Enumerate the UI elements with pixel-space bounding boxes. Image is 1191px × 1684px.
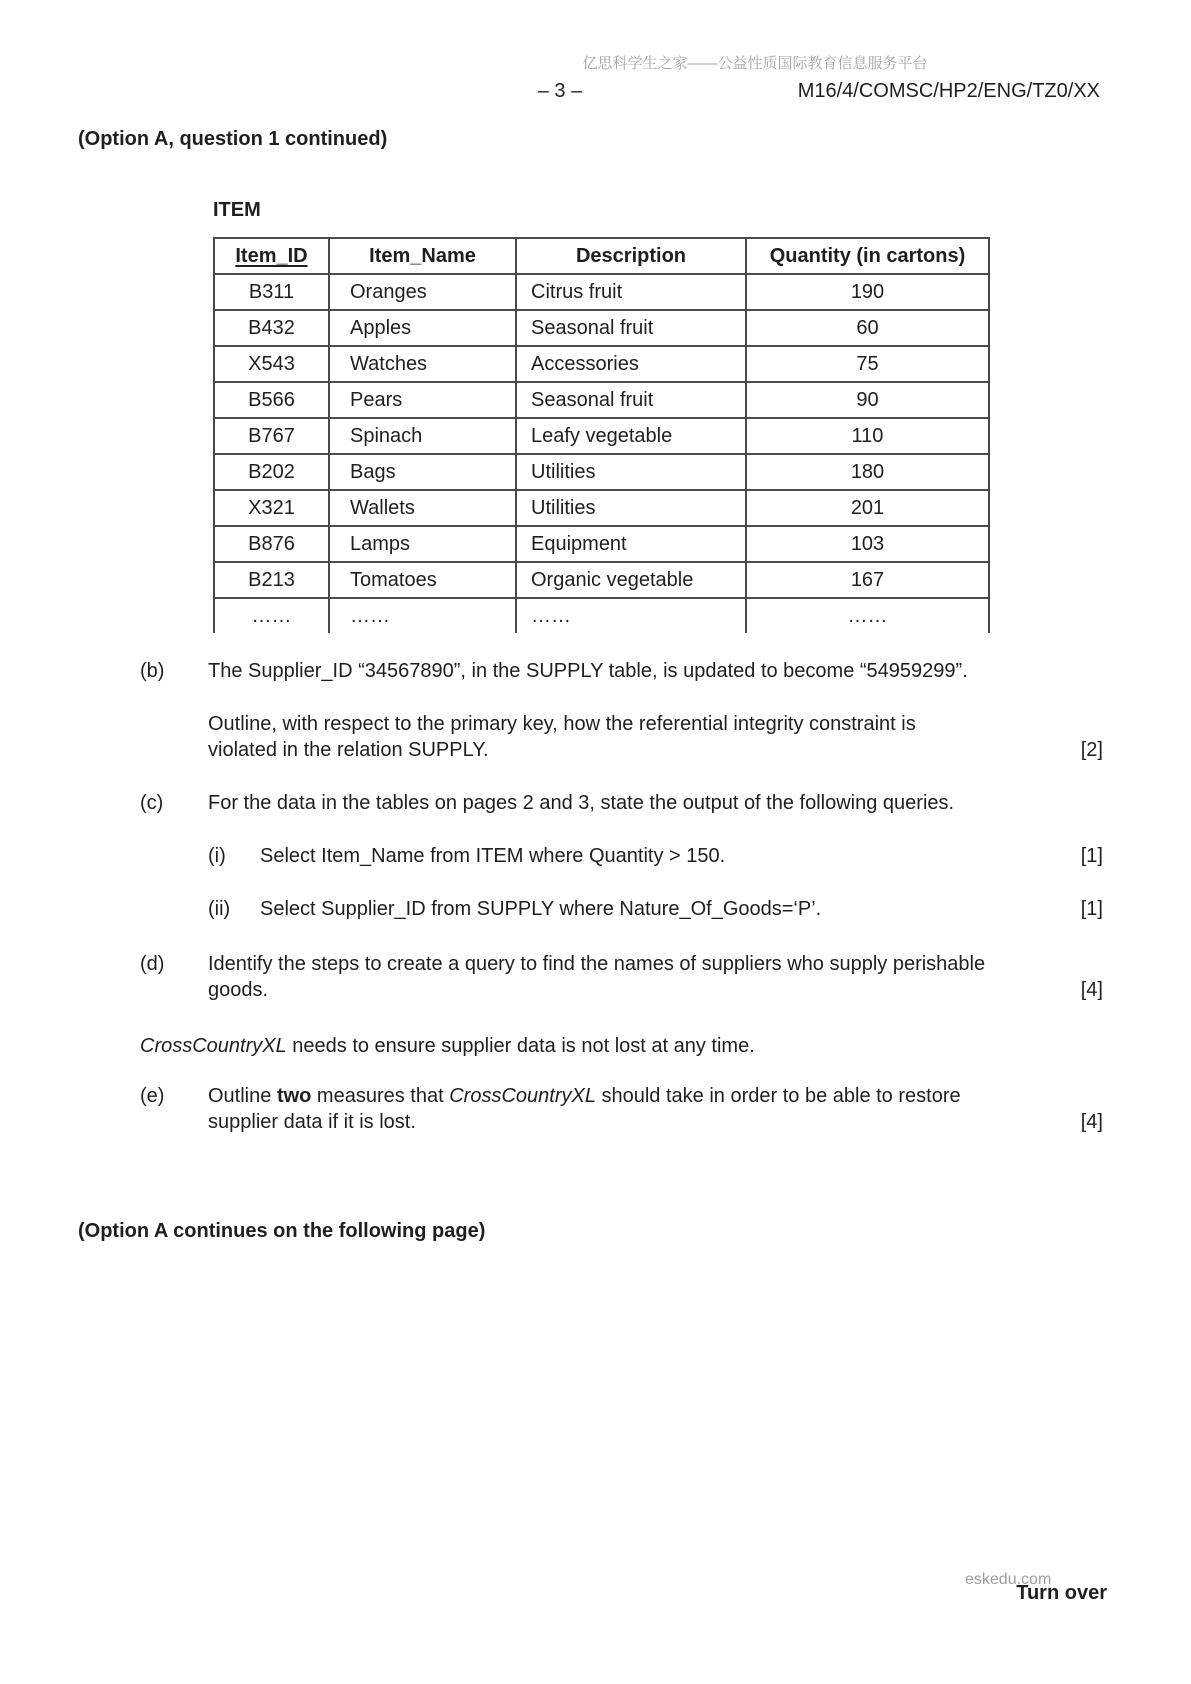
text-segment: two: [276, 1085, 312, 1107]
text-segment: Outline, with respect to the primary key, how the referential integrity constraint is: [208, 713, 916, 735]
marks-badge: [1]: [1080, 898, 1103, 920]
question-b: [0, 658, 1191, 763]
question-i: [0, 843, 1191, 869]
table-cell: Watches: [329, 346, 516, 382]
table-row: [214, 310, 989, 346]
paragraph: [260, 896, 1071, 922]
text-segment: Select Supplier_ID from SUPPLY where Nature_Of_Goods=‘P’.: [260, 898, 822, 920]
table-cell: B311: [214, 274, 329, 310]
table-cell: B213: [214, 562, 329, 598]
table-cell: Accessories: [516, 346, 746, 382]
marks-badge: [1]: [1080, 845, 1103, 867]
question-text: [208, 790, 1071, 816]
table-cell: Pears: [329, 382, 516, 418]
paragraph: [208, 951, 1071, 1003]
paragraph: [208, 711, 1071, 763]
table-row: [214, 562, 989, 598]
text-segment: Identify the steps to create a query to find the names of suppliers who supply perishable: [208, 953, 986, 975]
table-row: [214, 454, 989, 490]
column-header: Description: [516, 238, 746, 274]
item-table-title: ITEM: [213, 199, 261, 221]
table-row: [214, 418, 989, 454]
marks-badge: [4]: [1080, 1111, 1103, 1133]
question-text: [140, 1033, 1071, 1059]
paragraph: [140, 1033, 1071, 1059]
table-cell: ……: [746, 598, 989, 633]
table-cell: B566: [214, 382, 329, 418]
text-segment: Outline: [208, 1085, 277, 1107]
column-header: Item_ID: [214, 238, 329, 274]
table-cell: Leafy vegetable: [516, 418, 746, 454]
text-segment: supplier data if it is lost.: [208, 1111, 416, 1133]
marks-badge: [4]: [1080, 979, 1103, 1001]
table-cell: ……: [329, 598, 516, 633]
table-cell: Wallets: [329, 490, 516, 526]
question-label: (d): [140, 953, 165, 975]
table-cell: B432: [214, 310, 329, 346]
table-cell: Utilities: [516, 454, 746, 490]
question-text: [208, 658, 1071, 763]
table-cell: 201: [746, 490, 989, 526]
table-cell: ……: [516, 598, 746, 633]
table-cell: 110: [746, 418, 989, 454]
table-header-row: [214, 238, 989, 274]
continuation-note: (Option A continues on the following page): [78, 1220, 486, 1242]
table-cell: X321: [214, 490, 329, 526]
table-cell: 103: [746, 526, 989, 562]
table-cell: 190: [746, 274, 989, 310]
table-row: [214, 382, 989, 418]
table-cell: Citrus fruit: [516, 274, 746, 310]
table-row: [214, 526, 989, 562]
item-table-head: [214, 238, 989, 274]
table-row: [214, 490, 989, 526]
table-cell: 180: [746, 454, 989, 490]
text-segment: should take in order to be able to restore: [595, 1085, 961, 1107]
table-cell: 75: [746, 346, 989, 382]
table-cell: Spinach: [329, 418, 516, 454]
item-table: [213, 237, 990, 633]
table-cell: ……: [214, 598, 329, 633]
table-cell: B876: [214, 526, 329, 562]
table-cell: Seasonal fruit: [516, 310, 746, 346]
table-cell: B767: [214, 418, 329, 454]
turn-over-label: Turn over: [1016, 1582, 1107, 1604]
text-segment: The Supplier_ID “34567890”, in the SUPPLY table, is updated to become “54959299”.: [208, 660, 968, 682]
table-cell: B202: [214, 454, 329, 490]
table-cell: Lamps: [329, 526, 516, 562]
question-text: [208, 951, 1071, 1003]
table-cell: 90: [746, 382, 989, 418]
question-stem: [0, 1033, 1191, 1059]
footer-watermark-text: eskedu.com: [965, 1571, 1052, 1588]
paragraph: [208, 1083, 1071, 1135]
question-c: [0, 790, 1191, 816]
column-header: Item_Name: [329, 238, 516, 274]
page-number: – 3 –: [537, 80, 583, 102]
site-watermark-text: 亿思科学生之家——公益性质国际教育信息服务平台: [582, 55, 928, 72]
text-segment: needs to ensure supplier data is not lost at any time.: [286, 1035, 755, 1057]
question-label: (c): [140, 792, 164, 814]
question-d: [0, 951, 1191, 1003]
text-segment: CrossCountryXL: [140, 1035, 287, 1057]
text-segment: measures that: [311, 1085, 450, 1107]
paragraph: [208, 658, 1071, 684]
text-segment: violated in the relation SUPPLY.: [208, 739, 489, 761]
question-label: (i): [208, 845, 226, 867]
item-table-body: [214, 274, 989, 633]
text-segment: CrossCountryXL: [449, 1085, 596, 1107]
item-table-container: [213, 237, 990, 633]
table-cell: Oranges: [329, 274, 516, 310]
question-ii: [0, 896, 1191, 922]
table-cell: Apples: [329, 310, 516, 346]
table-cell: X543: [214, 346, 329, 382]
table-row: [214, 274, 989, 310]
paragraph: [260, 843, 1071, 869]
table-cell: Bags: [329, 454, 516, 490]
paper-code: M16/4/COMSC/HP2/ENG/TZ0/XX: [797, 80, 1100, 102]
table-ellipsis-row: [214, 598, 989, 633]
marks-badge: [2]: [1080, 739, 1103, 761]
column-header: Quantity (in cartons): [746, 238, 989, 274]
table-cell: 167: [746, 562, 989, 598]
question-text: [260, 896, 1071, 922]
question-label: (e): [140, 1085, 165, 1107]
question-label: (b): [140, 660, 165, 682]
question-label: (ii): [208, 898, 231, 920]
table-cell: Utilities: [516, 490, 746, 526]
text-segment: For the data in the tables on pages 2 and 3, state the output of the following queries.: [208, 792, 955, 814]
text-segment: goods.: [208, 979, 269, 1001]
paragraph: [208, 790, 1071, 816]
text-segment: Select Item_Name from ITEM where Quantity > 150.: [260, 845, 726, 867]
table-cell: Tomatoes: [329, 562, 516, 598]
table-cell: 60: [746, 310, 989, 346]
table-cell: Equipment: [516, 526, 746, 562]
section-heading: (Option A, question 1 continued): [78, 128, 388, 150]
table-cell: Organic vegetable: [516, 562, 746, 598]
table-cell: Seasonal fruit: [516, 382, 746, 418]
question-e: [0, 1083, 1191, 1135]
question-text: [208, 1083, 1071, 1135]
table-row: [214, 346, 989, 382]
question-text: [260, 843, 1071, 869]
